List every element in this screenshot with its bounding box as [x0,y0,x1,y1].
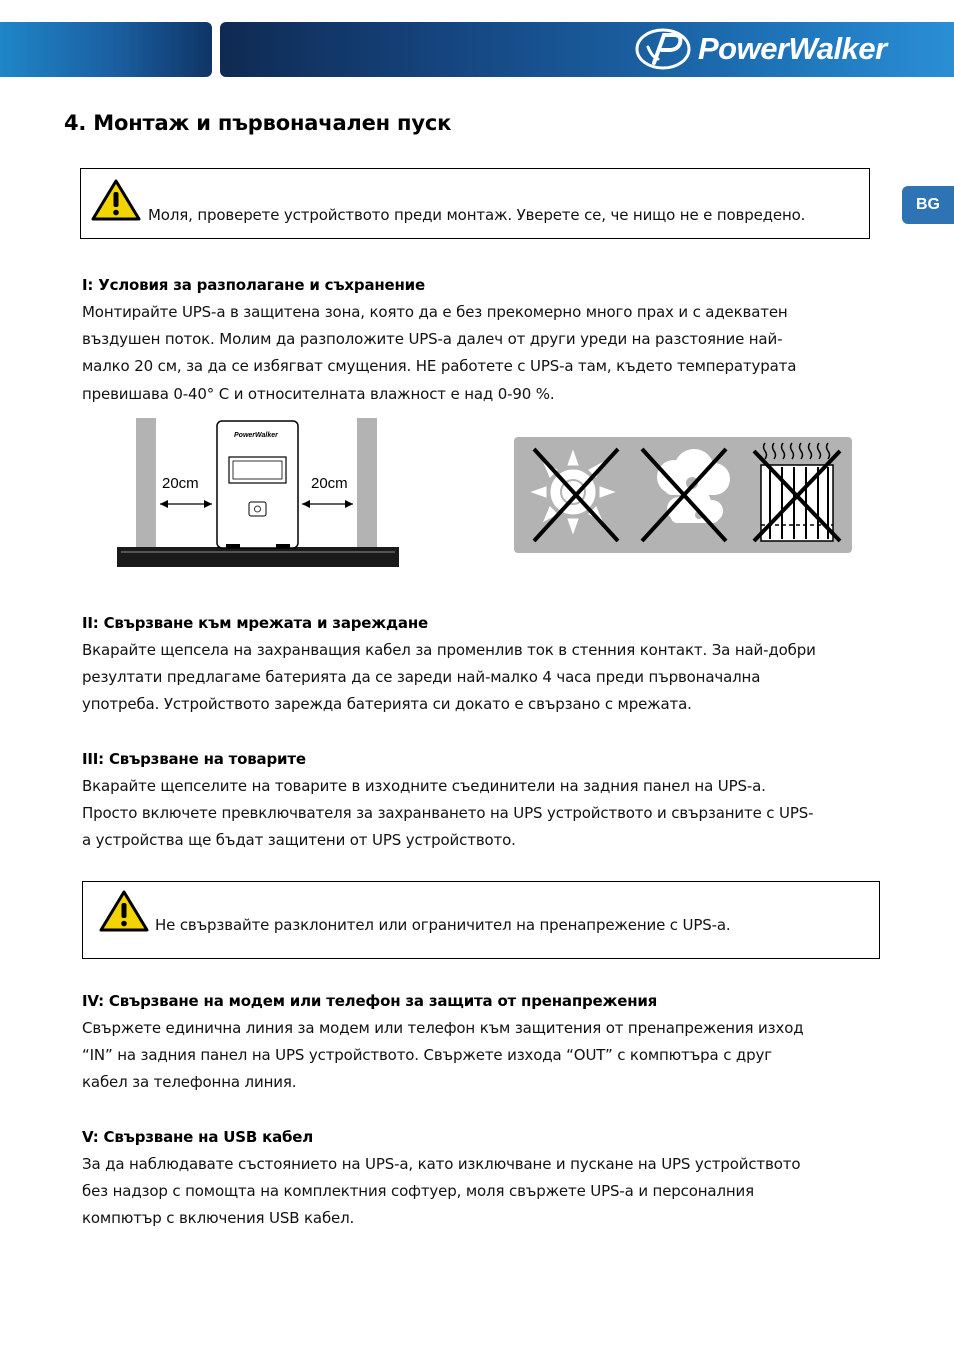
section-line: употреба. Устройството зарежда батерията си докато е свързано с мрежата. [82,695,692,714]
environment-restrictions-figure [514,437,852,553]
ups-device-icon [217,421,298,548]
brand-logo [634,27,944,71]
clearance-diagram [116,418,400,570]
section-line: резултати предлагаме батерията да се зареди най-малко 4 часа преди първоначална [82,668,761,687]
warning-note-inspection [80,168,870,239]
section-mains-charging [82,610,902,719]
section-line: Просто включете превключвателя за захранването на UPS устройството и свързаните с UPS- [82,804,814,823]
section-title: III: Свързване на товарите [82,750,306,768]
left-wall [136,418,156,550]
section-usb-cable [82,1124,902,1233]
brand-name: PowerWalker [698,31,887,66]
section-line: без надзор с помощта на комплектния софтуер, моля свържете UPS-а и персоналния [82,1182,755,1201]
section-title: V: Свързване на USB кабел [82,1128,314,1146]
section-modem-phone [82,988,902,1097]
right-clearance-arrow-icon [302,500,353,508]
section-line: Вкарайте щепсела на захранващия кабел за променлив ток в стенния контакт. За най-добри [82,641,816,659]
note-text: Моля, проверете устройството преди монтаж. Уверете се, че нищо не е повредено. [148,206,806,224]
shelf [117,547,399,567]
section-line: а устройства ще бъдат защитени от UPS устройството. [82,831,516,850]
sun-crossed-icon [532,449,618,541]
right-clearance-label: 20cm [311,475,348,492]
language-tab[interactable]: BG [902,186,954,224]
warning-triangle-icon [99,890,149,932]
section-line: “IN” на задния панел на UPS устройството. Свържете изхода “OUT” с компютъра с друг [82,1046,772,1065]
section-line: компютър с включения USB кабел. [82,1209,355,1228]
section-title: II: Свързване към мрежата и зареждане [82,614,428,632]
warning-note-power-strip [82,881,880,959]
section-line: въздушен поток. Молим да разположите UPS-а далеч от други уреди на разстояние най- [82,330,783,349]
section-line: За да наблюдавате състоянието на UPS-а, като изключване и пускане на UPS устройството [82,1155,801,1173]
page-title: 4. Монтаж и първоначален пуск [64,111,452,135]
section-line: Свържете единична линия за модем или телефон към защитения от пренапрежения изход [82,1019,804,1037]
header-bar-left [0,22,212,77]
section-placement-storage [82,272,902,408]
note-text: Не свързвайте разклонител или ограничител на пренапрежение с UPS-а. [155,916,731,934]
powerwalker-logo-icon [634,27,692,71]
section-line: малко 20 см, за да се избягват смущения. НЕ работете с UPS-а там, където температурата [82,357,797,376]
section-line: Вкарайте щепселите на товарите в изходните съединители на задния панел на UPS-а. [82,777,766,795]
section-line: превишава 0-40° C и относителната влажност е над 0-90 %. [82,384,555,403]
right-wall [357,418,377,550]
left-clearance-arrow-icon [160,500,212,508]
section-title: IV: Свързване на модем или телефон за защита от пренапрежения [82,992,658,1010]
section-line: Монтирайте UPS-а в защитена зона, която да е без прекомерно много прах и с адекватен [82,303,788,321]
left-clearance-label: 20cm [162,475,199,492]
section-title: I: Условия за разполагане и съхранение [82,276,425,294]
section-line: кабел за телефонна линия. [82,1073,297,1092]
section-connect-loads [82,746,902,855]
warning-triangle-icon [91,179,141,221]
device-logo: PowerWalker [234,432,278,439]
